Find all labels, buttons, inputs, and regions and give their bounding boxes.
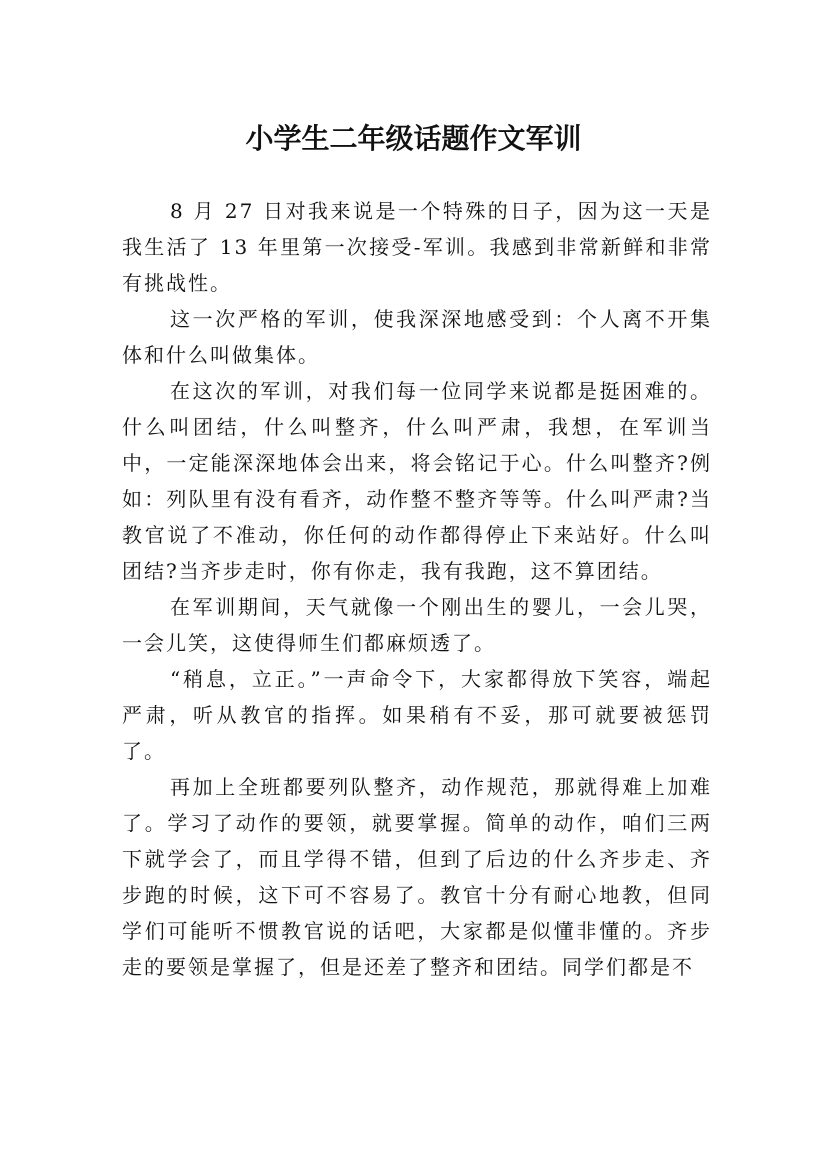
paragraph-6: 再加上全班都要列队整齐，动作规范，那就得难上加难了。学习了动作的要领，就要掌握。简单的动作，咱们三两下就学会了，而且学得不错，但到了后边的什么齐步走、齐步跑的时候，这下可不容易了。教官十分有耐心地教，但同学们可能听不惯教官说的话吧，大家都是似懂非懂的。齐步走的要领是掌握了，但是还差了整齐和团结。同学们都是不 [122, 775, 712, 979]
paragraph-3: 在这次的军训，对我们每一位同学来说都是挺困难的。什么叫团结，什么叫整齐，什么叫严肃，我想，在军训当中，一定能深深地体会出来，将会铭记于心。什么叫整齐?例如：列队里有没有看齐，动作整不整齐等等。什么叫严肃?当教官说了不准动，你任何的动作都得停止下来站好。什么叫团结?当齐步走时，你有你走，我有我跑，这不算团结。 [122, 379, 712, 583]
document-title: 小学生二年级话题作文军训 [245, 121, 582, 155]
paragraph-5: “稍息，立正。”一声命令下，大家都得放下笑容，端起严肃，听从教官的指挥。如果稍有不妥，那可就要被惩罚了。 [122, 667, 712, 763]
paragraph-4: 在军训期间，天气就像一个刚出生的婴儿，一会儿哭，一会儿笑，这使得师生们都麻烦透了。 [122, 595, 712, 655]
paragraph-1: 8 月 27 日对我来说是一个特殊的日子，因为这一天是我生活了 13 年里第一次接受-军训。我感到非常新鲜和非常有挑战性。 [122, 199, 712, 295]
document-body [122, 193, 712, 985]
paragraph-2: 这一次严格的军训，使我深深地感受到：个人离不开集体和什么叫做集体。 [122, 307, 712, 367]
